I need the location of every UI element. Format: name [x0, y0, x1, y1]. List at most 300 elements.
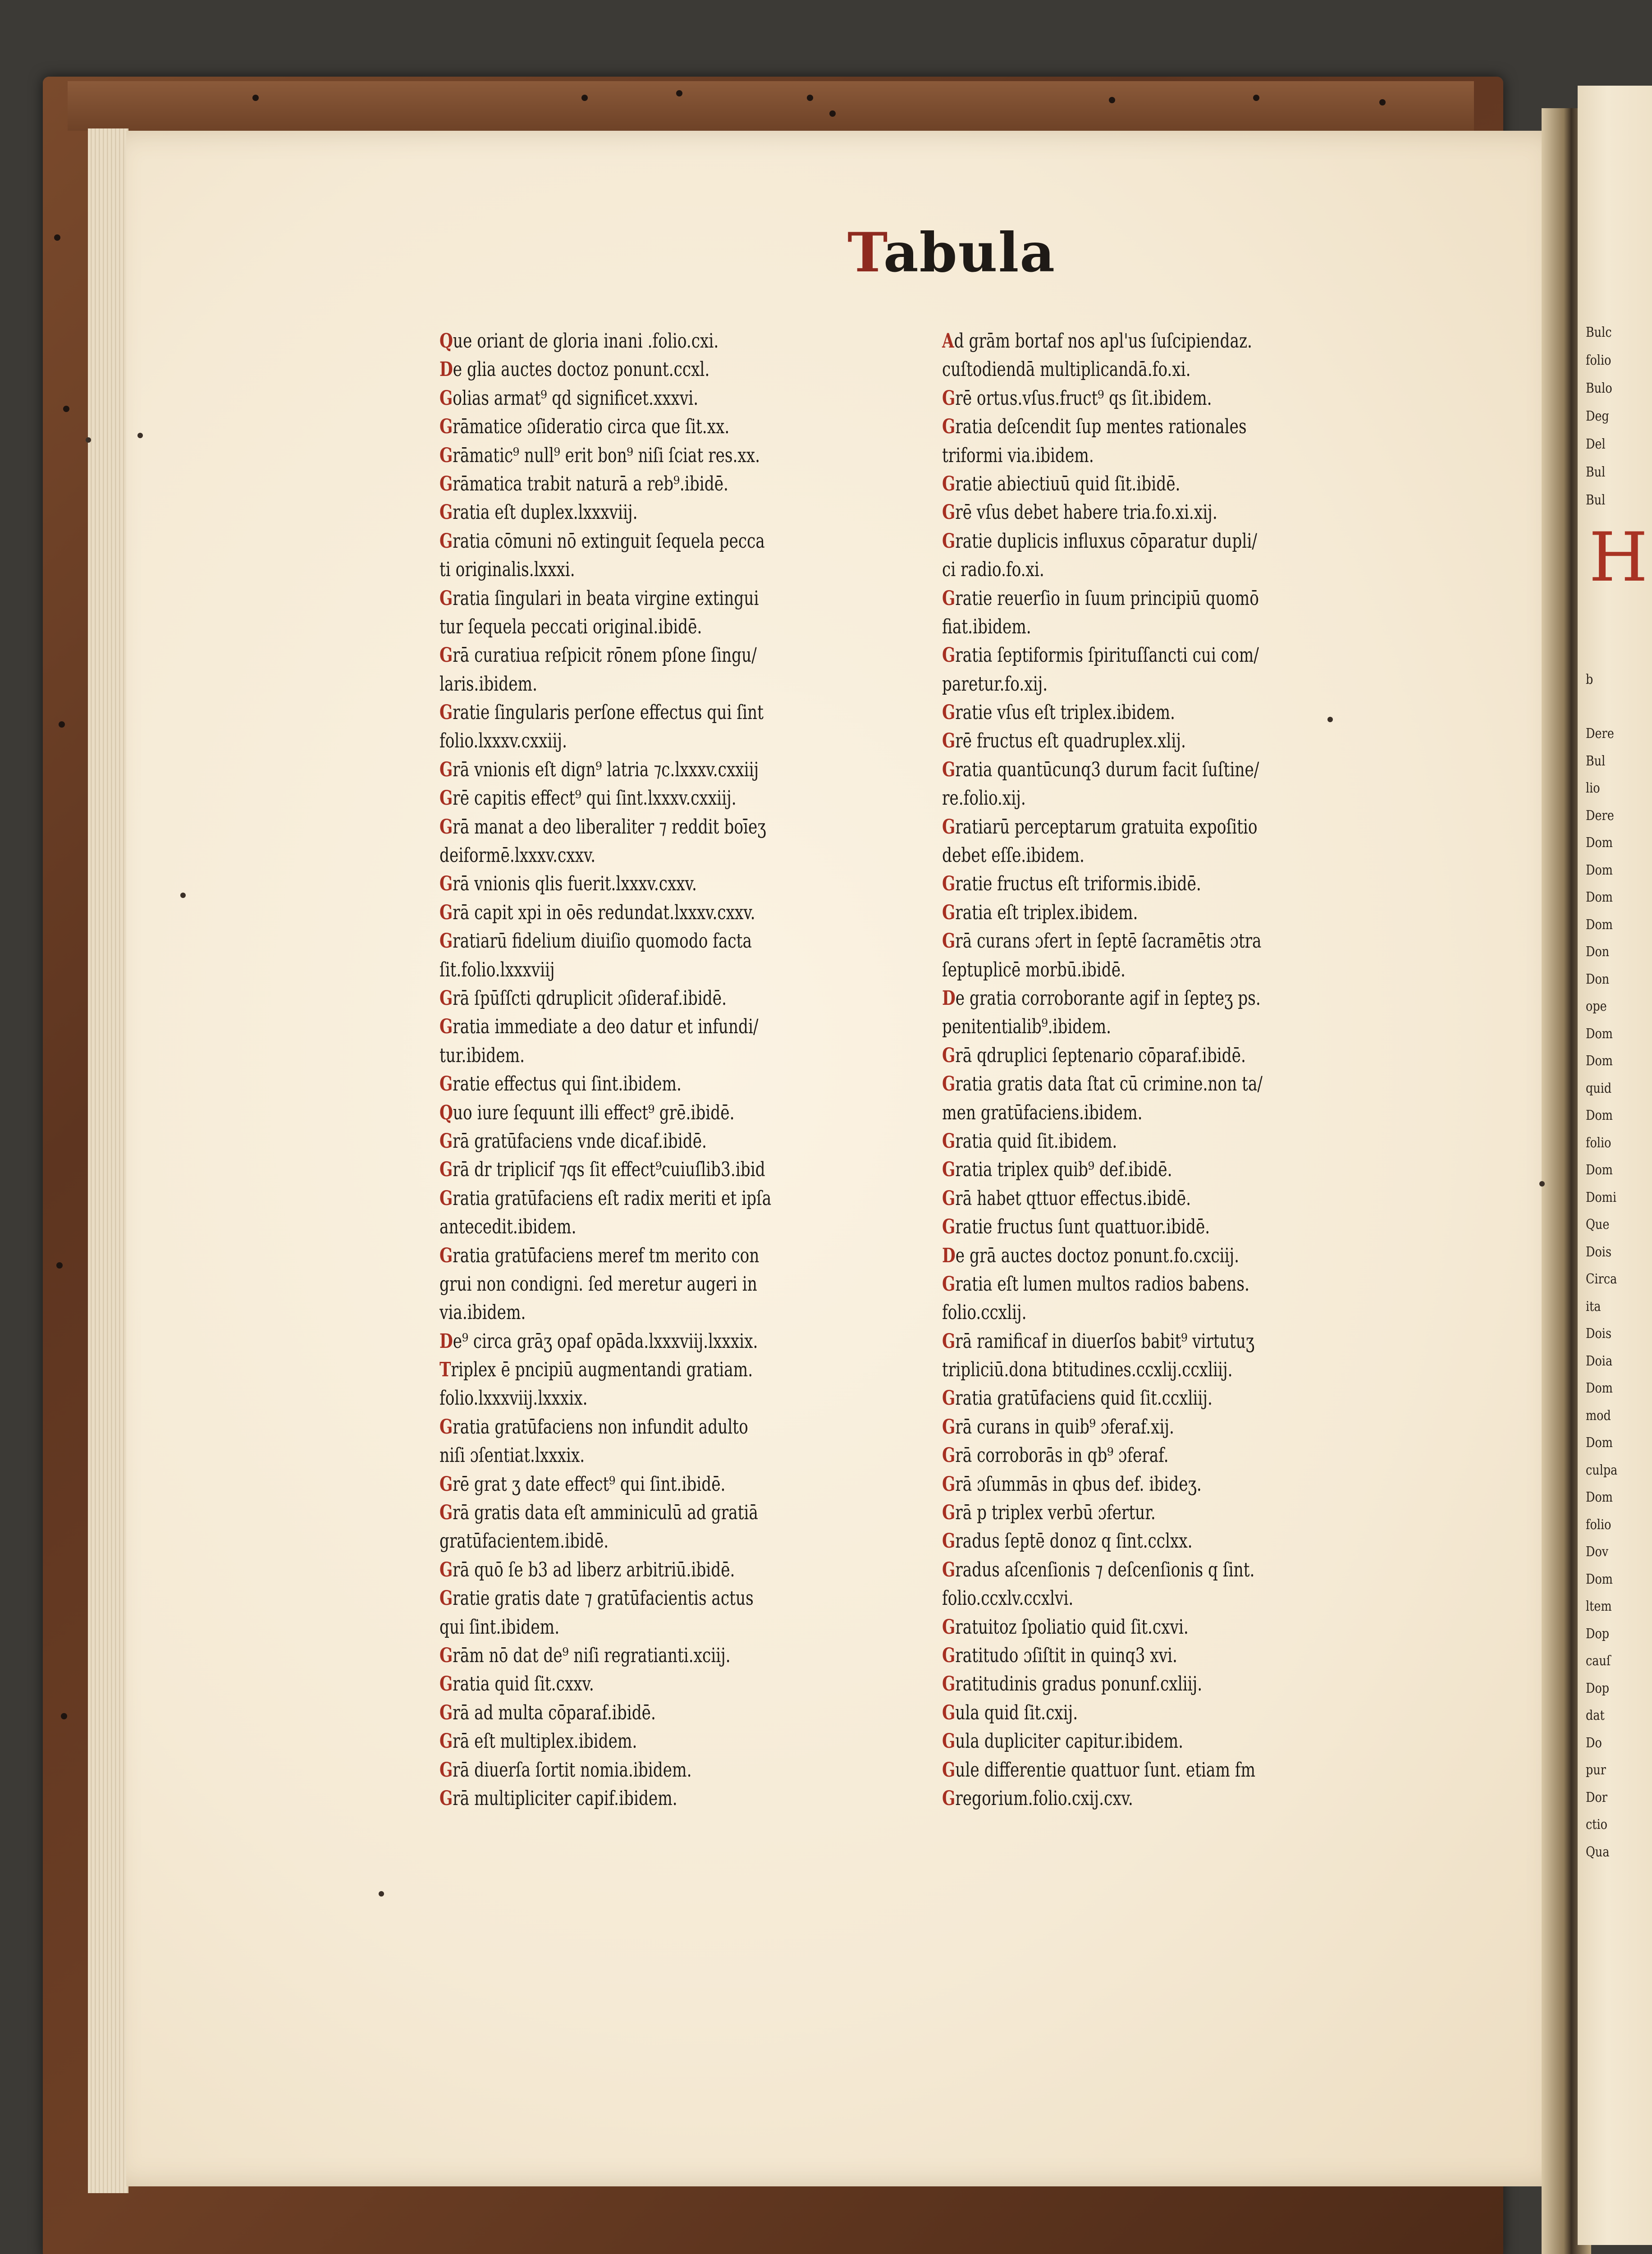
entry-text: ratitudo ɔſiſtit in quinq3 xvi. [955, 1644, 1177, 1667]
facing-page-fragment: Dom [1586, 889, 1613, 905]
rubricated-initial: G [439, 586, 453, 610]
wormhole [54, 234, 60, 241]
rubricated-initial: D [942, 986, 956, 1010]
index-entry-line [439, 1413, 812, 1441]
rubricated-initial: D [439, 358, 453, 381]
index-entry-line [942, 1327, 1315, 1356]
rubricated-initial: G [439, 901, 453, 924]
rubricated-initial: G [942, 872, 956, 896]
page-title [847, 221, 1056, 284]
entry-text: ratia triplex quib⁹ def.ibidē. [955, 1158, 1172, 1182]
index-entry-line [439, 698, 812, 727]
entry-text: ratia ſeptiformis ſpirituſſancti cui com/ [955, 644, 1259, 667]
rubricated-initial: G [942, 758, 956, 781]
index-entry-line [439, 813, 812, 841]
entry-text: rā diuerſa ſortit nomia.ibidem. [453, 1758, 692, 1782]
rubricated-initial: G [942, 472, 956, 495]
rubricated-initial: G [439, 701, 453, 724]
entry-text: triformi via.ibidem. [942, 444, 1094, 467]
facing-page-fragment: Dom [1586, 1053, 1613, 1068]
entry-text: rā qdruplici ſeptenario cōparaf.ibidē. [955, 1044, 1246, 1067]
facing-page-fragment: Dop [1586, 1626, 1610, 1641]
facing-page [1578, 86, 1652, 2245]
index-entry-line [942, 1699, 1315, 1727]
entry-text: ratiarū perceptarum gratuita expoſitio [955, 815, 1258, 838]
wormhole [56, 1262, 63, 1269]
rubricated-initial: G [942, 1187, 956, 1210]
rubricated-initial: G [439, 386, 453, 410]
facing-page-fragment: Don [1586, 971, 1610, 987]
index-entry-line [942, 1756, 1315, 1784]
rubricated-initial: G [942, 1158, 956, 1182]
rubricated-initial: G [439, 1558, 453, 1581]
index-entry-line [439, 1756, 812, 1784]
rubricated-initial: G [439, 1501, 453, 1525]
entry-text: rā ad multa cōparaf.ibidē. [453, 1701, 656, 1724]
facing-page-fragment: Bulc [1586, 325, 1612, 340]
index-entry-line [439, 1527, 812, 1555]
index-entry-line [942, 584, 1315, 613]
entry-text: ula quid ſit.cxij. [955, 1701, 1078, 1724]
rubricated-initial: G [439, 415, 453, 439]
index-entry-line [942, 1012, 1315, 1041]
entry-text: tur.ibidem. [439, 1044, 525, 1067]
rubricated-initial: G [942, 1444, 956, 1467]
facing-page-fragment: Do [1586, 1735, 1602, 1750]
entry-text: rā p triplex verbū ɔfertur. [955, 1501, 1156, 1525]
facing-page-fragment: Dom [1586, 1026, 1613, 1041]
rubricated-initial: G [439, 501, 453, 524]
index-entry-line [942, 1270, 1315, 1298]
entry-text: ratie abiectiuū quid ſit.ibidē. [955, 472, 1181, 495]
rubricated-initial: G [942, 1072, 956, 1096]
rubricated-initial: G [942, 1558, 956, 1581]
entry-text: rā ſpūſſcti qdruplicit ɔſideraf.ibidē. [453, 986, 727, 1010]
wormhole [63, 406, 69, 412]
rubricated-initial: G [942, 1730, 956, 1753]
rubricated-initial: G [942, 586, 956, 610]
entry-text: via.ibidem. [439, 1301, 526, 1324]
rubricated-initial: G [942, 501, 956, 524]
rubricated-initial: G [942, 1215, 956, 1239]
entry-text: rā gratūfaciens vnde dicaf.ibidē. [453, 1129, 707, 1153]
entry-text: ratia gratūfaciens eſt radix meriti et ipſa [453, 1187, 772, 1210]
index-entry-line [942, 355, 1315, 384]
index-entry-line [439, 1070, 812, 1098]
rubricated-initial: Q [439, 330, 453, 353]
entry-text: niſi ɔſentiat.lxxxix. [439, 1444, 585, 1467]
rubricated-initial: A [942, 330, 954, 353]
title-rest: abula [883, 221, 1056, 284]
index-entry-line [439, 1784, 812, 1813]
entry-text: ratia gratūfaciens non infundit adulto [453, 1415, 748, 1439]
entry-text: rā manat a deo liberaliter ⁊ reddit boīeʒ [453, 815, 766, 838]
rubricated-initial: G [439, 1158, 453, 1182]
index-entry-line [439, 613, 812, 641]
rubricated-initial: G [439, 930, 453, 953]
entry-text: rā corroborās in qb⁹ ɔferaf. [955, 1444, 1169, 1467]
index-entry-line [439, 327, 812, 355]
rubricated-initial: G [942, 1415, 956, 1439]
index-entry-line [942, 470, 1315, 498]
entry-text: cuſtodiendā multiplicandā.fo.xi. [942, 358, 1191, 381]
facing-page-fragment: folio [1586, 1135, 1611, 1150]
facing-page-fragment: Dom [1586, 1380, 1613, 1396]
index-entry-line [942, 927, 1315, 955]
facing-page-fragment: ltem [1586, 1599, 1612, 1614]
entry-text: rā capit xpi in oēs redundat.lxxxv.cxxv. [453, 901, 755, 924]
facing-page-fragment: cauſ [1586, 1653, 1611, 1668]
entry-text: rā eſt multiplex.ibidem. [453, 1730, 637, 1753]
facing-page-fragment: Dois [1586, 1326, 1612, 1341]
rubricated-initial: G [439, 1244, 453, 1267]
index-entry-line [942, 412, 1315, 441]
rubricated-initial: G [439, 1701, 453, 1724]
facing-page-fragment: Dom [1586, 1489, 1613, 1505]
entry-text: ratia gratūfaciens meref tm merito con [453, 1244, 760, 1267]
wormhole [829, 110, 836, 117]
title-initial: T [847, 221, 883, 284]
index-entry-line [942, 1356, 1315, 1384]
entry-text: rām nō dat de⁹ niſi regratianti.xciij. [453, 1644, 731, 1667]
index-entry-line [942, 1155, 1315, 1184]
rubricated-initial: G [942, 901, 956, 924]
entry-text: folio.lxxxv.cxxiij. [439, 729, 567, 753]
entry-text: rē capitis effect⁹ qui ſint.lxxxv.cxxiij. [453, 787, 737, 810]
entry-text: rā gratis data eſt amminiculū ad gratiā [453, 1501, 758, 1525]
entry-text: rāmatica trabit naturā a reb⁹.ibidē. [453, 472, 728, 495]
index-entry-line [439, 1213, 812, 1241]
index-entry-line [439, 1012, 812, 1041]
rubricated-initial: G [942, 1787, 956, 1810]
index-entry-line [439, 498, 812, 527]
index-entry-line [942, 327, 1315, 355]
facing-page-fragment: Bul [1586, 464, 1606, 480]
facing-page-fragment: ita [1586, 1298, 1601, 1314]
wormhole [59, 721, 65, 728]
entry-text: rā habet qttuor effectus.ibidē. [955, 1187, 1191, 1210]
rubricated-initial: T [439, 1358, 451, 1382]
index-entry-line [439, 1441, 812, 1470]
binding-top-edge [68, 81, 1474, 131]
rubricated-initial: G [439, 872, 453, 896]
wormhole [1253, 95, 1259, 101]
index-entry-line [439, 412, 812, 441]
facing-page-fragment: folio [1586, 353, 1611, 368]
index-entry-line [942, 1584, 1315, 1613]
entry-text: uo iure ſequunt illi effect⁹ grē.ibidē. [453, 1101, 735, 1124]
index-entry-line [439, 927, 812, 955]
rubricated-initial: G [439, 787, 453, 810]
index-column-left [439, 327, 917, 1813]
facing-red-initial: H [1589, 518, 1648, 597]
facing-page-fragment: Dois [1586, 1244, 1612, 1260]
entry-text: rā curans ɔfert in ſeptē ſacramētis ɔtra [955, 930, 1262, 953]
entry-text: tripliciū.dona btitudines.ccxlij.ccxliij. [942, 1358, 1233, 1382]
entry-text: rē vſus debet habere tria.fo.xi.xij. [955, 501, 1217, 524]
facing-page-fragment: culpa [1586, 1462, 1618, 1478]
entry-text: ratie effectus qui ſint.ibidem. [453, 1072, 682, 1096]
entry-text: rē fructus eſt quadruplex.xlij. [955, 729, 1186, 753]
entry-text: gratūfacientem.ibidē. [439, 1530, 609, 1553]
entry-text: ratia eſt triplex.ibidem. [955, 901, 1138, 924]
entry-text: rā vnionis qlis fuerit.lxxxv.cxxv. [453, 872, 697, 896]
index-entry-line [439, 1727, 812, 1755]
facing-page-fragment: Domi [1586, 1189, 1617, 1205]
entry-text: deiformē.lxxxv.cxxv. [439, 844, 596, 867]
index-entry-line [439, 1327, 812, 1356]
index-entry-line [439, 784, 812, 812]
rubricated-initial: G [439, 1129, 453, 1153]
index-entry-line [942, 1242, 1315, 1270]
facing-page-fragment: ctio [1586, 1817, 1608, 1832]
wormhole [581, 95, 588, 101]
wormhole [676, 90, 682, 96]
entry-text: ratia gratūfaciens quid ſit.ccxliij. [955, 1387, 1213, 1410]
rubricated-initial: G [942, 1387, 956, 1410]
entry-text: ratie ſingularis perſone effectus qui ſint [453, 701, 764, 724]
entry-text: regorium.folio.cxij.cxv. [955, 1787, 1133, 1810]
entry-text: d grām bortaf nos apl'us ſuſcipiendaz. [954, 330, 1252, 353]
rubricated-initial: G [942, 386, 956, 410]
entry-text: radus aſcenſionis ⁊ deſcenſionis q ſint. [955, 1558, 1255, 1581]
entry-text: qui ſint.ibidem. [439, 1615, 560, 1639]
entry-text: ſit.folio.lxxxviij [439, 958, 555, 981]
facing-page-fragment: quid [1586, 1080, 1612, 1096]
rubricated-initial: G [942, 815, 956, 838]
index-entry-line [942, 956, 1315, 984]
facing-page-fragment: Dom [1586, 1435, 1613, 1450]
index-entry-line [439, 1041, 812, 1070]
index-entry-line [942, 1670, 1315, 1698]
index-entry-line [439, 727, 812, 755]
entry-text: e⁹ circa grāʒ opaf opāda.lxxxviij.lxxxix. [453, 1329, 758, 1353]
rubricated-initial: G [439, 444, 453, 467]
ink-dot [86, 437, 91, 443]
entry-text: ratie reuerſio in ſuum principiū quomō [955, 586, 1259, 610]
rubricated-initial: G [439, 1472, 453, 1496]
index-entry-line [439, 1298, 812, 1327]
entry-text: ratie vſus eſt triplex.ibidem. [955, 701, 1175, 724]
entry-text: ratia quid ſit.cxxv. [453, 1672, 594, 1696]
rubricated-initial: G [942, 729, 956, 753]
facing-page-fragment: Bulo [1586, 380, 1612, 396]
entry-text: e glia auctes doctoz ponunt.ccxl. [453, 358, 710, 381]
entry-text: ratuitoz ſpoliatio quid ſit.cxvi. [955, 1615, 1189, 1639]
rubricated-initial: G [439, 644, 453, 667]
entry-text: ti originalis.lxxxi. [439, 558, 575, 582]
rubricated-initial: Q [439, 1101, 453, 1124]
rubricated-initial: G [942, 701, 956, 724]
index-entry-line [439, 756, 812, 784]
rubricated-initial: G [942, 644, 956, 667]
index-entry-line [942, 670, 1315, 698]
rubricated-initial: G [439, 1072, 453, 1096]
entry-text: radus ſeptē donoz q ſint.cclxx. [955, 1530, 1193, 1553]
index-entry-line [942, 756, 1315, 784]
facing-page-fragment: Dor [1586, 1789, 1607, 1805]
entry-text: ratie gratis date ⁊ gratūfacientis actus [453, 1587, 754, 1610]
wormhole [807, 95, 813, 101]
rubricated-initial: G [439, 1415, 453, 1439]
index-entry-line [942, 1727, 1315, 1755]
entry-text: grui non condigni. ſed meretur augeri in [439, 1272, 757, 1296]
rubricated-initial: G [942, 1644, 956, 1667]
ink-dot [137, 433, 143, 438]
entry-text: antecedit.ibidem. [439, 1215, 577, 1239]
facing-page-fragment: Dom [1586, 835, 1613, 850]
facing-page-fragment: Dom [1586, 916, 1613, 932]
entry-text: ula dupliciter capitur.ibidem. [955, 1730, 1184, 1753]
entry-text: e grā auctes doctoz ponunt.fo.cxciij. [955, 1244, 1240, 1267]
index-entry-line [942, 1441, 1315, 1470]
rubricated-initial: G [942, 415, 956, 439]
index-entry-line [942, 1184, 1315, 1213]
entry-text: rā dr triplicif ⁊qs ſit effect⁹cuiuſlib3.ibid [453, 1158, 765, 1182]
entry-text: debet eſſe.ibidem. [942, 844, 1085, 867]
index-entry-line [439, 1184, 812, 1213]
facing-page-fragment: Dere [1586, 807, 1614, 823]
rubricated-initial: G [439, 1587, 453, 1610]
entry-text: rāmatic⁹ null⁹ erit bon⁹ niſi ſciat res.xx. [453, 444, 760, 467]
rubricated-initial: G [439, 1015, 453, 1039]
entry-text: rāmatice ɔſideratio circa que ſit.xx. [453, 415, 730, 439]
index-entry-line [942, 555, 1315, 584]
entry-text: olias armat⁹ qd significet.xxxvi. [453, 386, 699, 410]
index-entry-line [439, 1242, 812, 1270]
rubricated-initial: D [439, 1329, 453, 1353]
rubricated-initial: G [942, 1044, 956, 1067]
index-entry-line [942, 698, 1315, 727]
index-entry-line [942, 441, 1315, 470]
index-entry-line [439, 1699, 812, 1727]
index-entry-line [942, 1641, 1315, 1670]
rubricated-initial: G [942, 1615, 956, 1639]
rubricated-initial: G [942, 1758, 956, 1782]
entry-text: rā vnionis eſt dign⁹ latria ⁊c.lxxxv.cxxiij [453, 758, 759, 781]
index-entry-line [942, 870, 1315, 898]
index-entry-line [439, 1470, 812, 1498]
rubricated-initial: G [439, 472, 453, 495]
facing-page-fragment: Del [1586, 436, 1606, 452]
rubricated-initial: G [942, 1501, 956, 1525]
facing-page-fragment: Dom [1586, 1571, 1613, 1587]
entry-text: rā curatiua reſpicit rōnem pſone ſingu/ [453, 644, 757, 667]
entry-text: ratie duplicis influxus cōparatur dupli/ [955, 529, 1257, 553]
index-entry-line [942, 384, 1315, 412]
index-entry-line [942, 1784, 1315, 1813]
index-entry-line [942, 1099, 1315, 1127]
ink-dot [1539, 1181, 1545, 1187]
index-entry-line [942, 813, 1315, 841]
facing-page-fragment: lio [1586, 780, 1600, 796]
wormhole [61, 1713, 67, 1719]
index-column-right [942, 327, 1420, 1813]
facing-page-fragment: Dere [1586, 726, 1614, 741]
facing-page-fragment: mod [1586, 1407, 1611, 1423]
entry-text: rā ramificaf in diuerſos babit⁹ virtutuʒ [955, 1329, 1255, 1353]
facing-page-fragment: dat [1586, 1708, 1605, 1723]
rubricated-initial: D [942, 1244, 956, 1267]
index-entry-line [439, 1584, 812, 1613]
rubricated-initial: G [942, 529, 956, 553]
facing-page-fragment: ope [1586, 999, 1607, 1014]
entry-text: folio.ccxlij. [942, 1301, 1027, 1324]
index-entry-line [439, 470, 812, 498]
facing-page-fragment: Bul [1586, 492, 1606, 508]
entry-text: fiat.ibidem. [942, 615, 1031, 638]
index-entry-line [439, 1613, 812, 1641]
entry-text: ratia eſt duplex.lxxxviij. [453, 501, 638, 524]
entry-text: penitentialib⁹.ibidem. [942, 1015, 1112, 1039]
rubricated-initial: G [439, 986, 453, 1010]
rubricated-initial: G [942, 1329, 956, 1353]
entry-text: ratia eſt lumen multos radios babens. [955, 1272, 1249, 1296]
index-entry-line [439, 441, 812, 470]
facing-page-fragment: Que [1586, 1217, 1610, 1232]
index-entry-line [942, 1470, 1315, 1498]
index-entry-line [439, 555, 812, 584]
index-entry-line [439, 670, 812, 698]
index-entry-line [942, 498, 1315, 527]
index-entry-line [942, 1041, 1315, 1070]
index-entry-line [942, 1213, 1315, 1241]
index-entry-line [439, 527, 812, 555]
entry-text: paretur.fo.xij. [942, 672, 1048, 696]
rubricated-initial: G [439, 1672, 453, 1696]
rubricated-initial: G [439, 529, 453, 553]
index-entry-line [942, 784, 1315, 812]
facing-page-fragment: Dom [1586, 862, 1613, 878]
facing-page-fragment: pur [1586, 1762, 1606, 1778]
index-entry-line [439, 384, 812, 412]
facing-page-fragment: Dop [1586, 1680, 1610, 1696]
page-edges [88, 128, 128, 2193]
entry-text: men gratūfaciens.ibidem. [942, 1101, 1143, 1124]
rubricated-initial: G [942, 1129, 956, 1153]
facing-page-fragment: Deg [1586, 408, 1609, 424]
index-entry-line [439, 1384, 812, 1412]
wormhole [1109, 97, 1115, 103]
index-entry-line [942, 1384, 1315, 1412]
index-entry-line [942, 613, 1315, 641]
rubricated-initial: G [942, 1472, 956, 1496]
rubricated-initial: G [439, 1187, 453, 1210]
entry-text: laris.ibidem. [439, 672, 537, 696]
index-entry-line [942, 1613, 1315, 1641]
index-entry-line [439, 984, 812, 1012]
entry-text: ratia gratis data ſtat cū crimine.non ta/ [955, 1072, 1263, 1096]
rubricated-initial: G [942, 1701, 956, 1724]
ink-dot [379, 1891, 384, 1897]
entry-text: ratitudinis gradus ponunf.cxliij. [955, 1672, 1203, 1696]
index-entry-line [942, 1413, 1315, 1441]
index-entry-line [439, 1155, 812, 1184]
entry-text: ue oriant de gloria inani .folio.cxi. [453, 330, 719, 353]
index-entry-line [439, 1670, 812, 1698]
facing-page-fragment: Bul [1586, 753, 1606, 769]
entry-text: ratia immediate a deo datur et infundi/ [453, 1015, 759, 1039]
facing-page-fragment: b [1586, 672, 1593, 687]
index-entry-line [439, 355, 812, 384]
index-entry-line [942, 1070, 1315, 1098]
index-entry-line [439, 584, 812, 613]
index-entry-line [439, 898, 812, 927]
entry-text: rē grat ʒ date effect⁹ qui ſint.ibidē. [453, 1472, 726, 1496]
index-entry-line [439, 1556, 812, 1584]
entry-text: ratia ſingulari in beata virgine extingui [453, 586, 759, 610]
index-entry-line [439, 841, 812, 870]
